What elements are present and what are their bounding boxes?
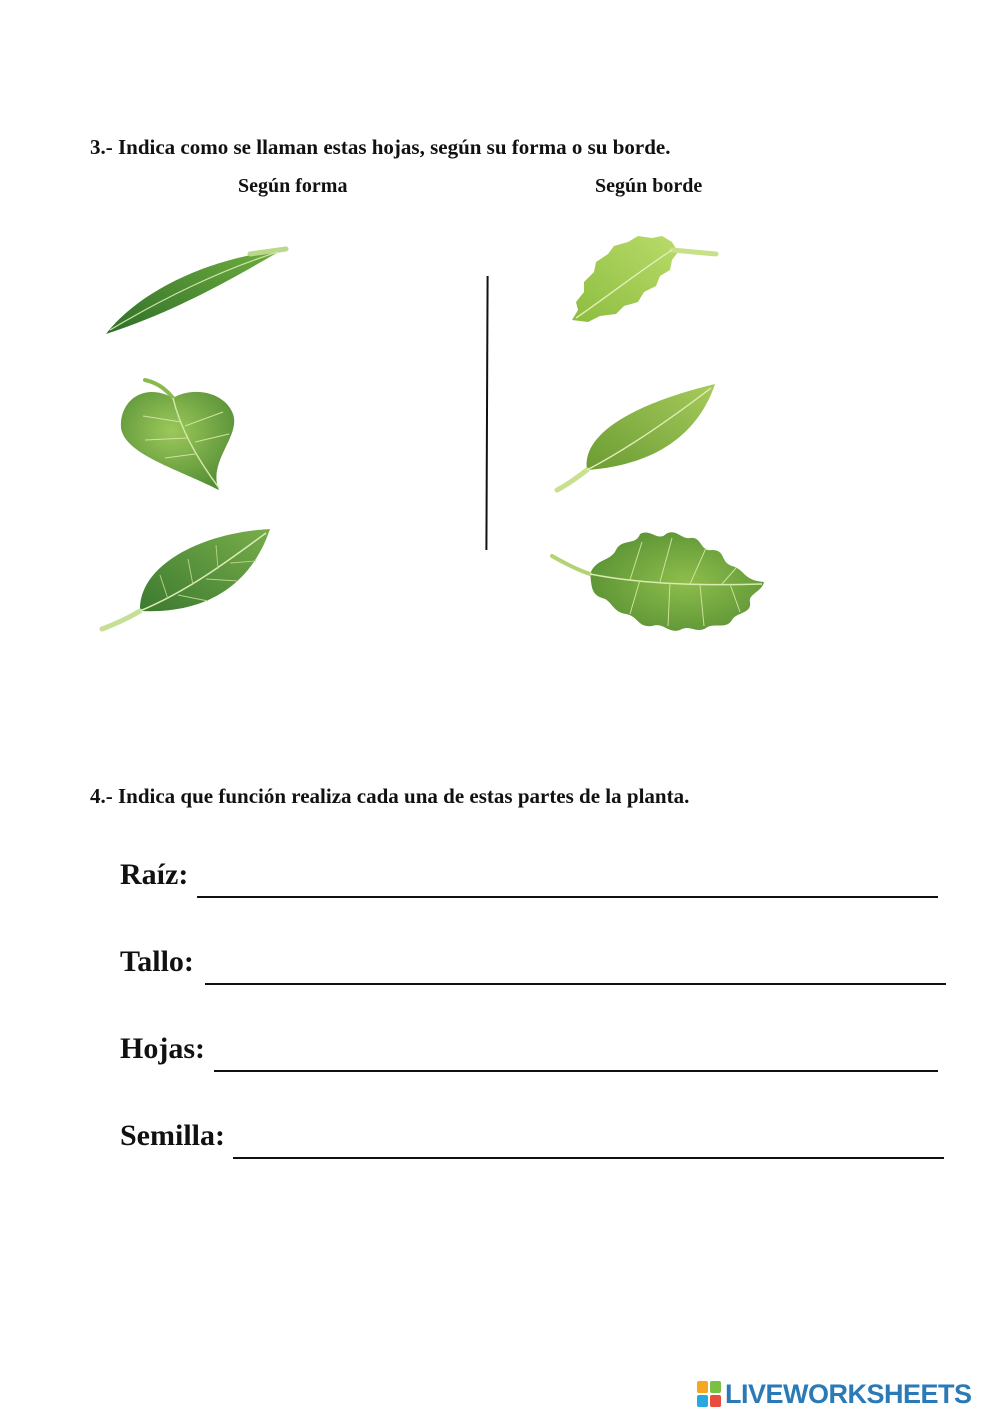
entire-leaf-icon [553, 380, 719, 496]
answer-row-raiz [120, 858, 940, 898]
lobed-leaf-icon [550, 528, 770, 634]
column-heading-borde: Según borde [595, 175, 703, 197]
q4-title: 4.- Indica que función realiza cada una de estas partes de la planta. [90, 784, 690, 808]
answer-row-hojas [120, 1032, 940, 1072]
answer-label: Tallo: [120, 945, 194, 978]
answer-line[interactable] [205, 983, 946, 985]
lanceolate-leaf-icon [100, 240, 290, 340]
column-divider [485, 276, 488, 550]
answer-line[interactable] [197, 896, 938, 898]
answer-line[interactable] [233, 1157, 944, 1159]
cordate-leaf-icon [115, 376, 245, 494]
serrate-leaf-icon [568, 232, 720, 326]
answer-row-tallo [120, 945, 946, 985]
liveworksheets-logo [697, 1378, 972, 1410]
logo-text: LIVEWORKSHEETS [725, 1378, 972, 1409]
answer-label: Hojas: [120, 1032, 205, 1065]
logo-mark-icon [697, 1381, 721, 1407]
answer-line[interactable] [214, 1070, 938, 1072]
answer-row-semilla [120, 1119, 944, 1159]
answer-label: Semilla: [120, 1119, 225, 1152]
answer-label: Raíz: [120, 858, 189, 891]
q3-title: 3.- Indica como se llaman estas hojas, según su forma o su borde. [90, 135, 671, 159]
ovate-leaf-icon [98, 525, 274, 635]
column-heading-forma: Según forma [238, 175, 348, 197]
